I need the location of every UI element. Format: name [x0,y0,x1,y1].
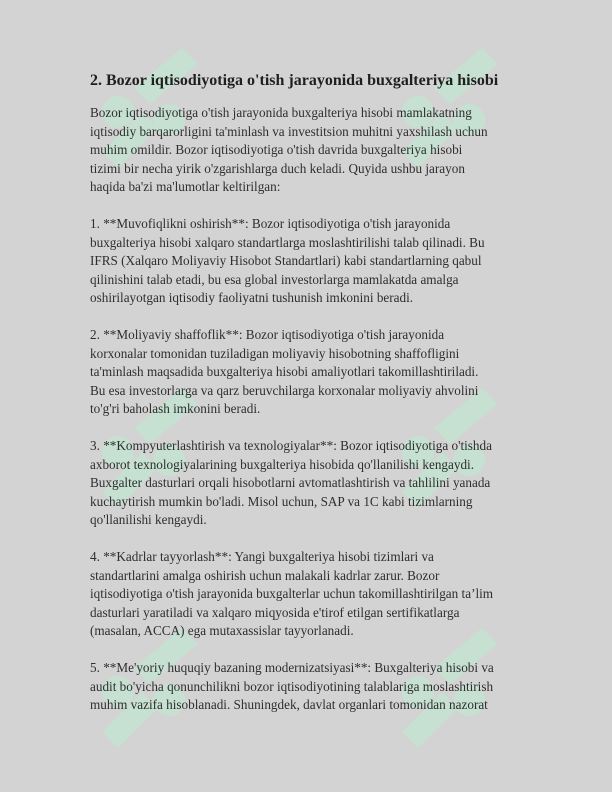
section-heading: 2. Bozor iqtisodiyotiga o'tish jarayonida buxgalteriya hisobi [90,72,499,89]
list-item-paragraph: 4. **Kadrlar tayyorlash**: Yangi buxgalteriya hisobi tizimlari va standartlarini amalga oshirish uchun malakali kadrlar zarur. Bozor iqtisodiyotiga o'tish jarayonida buxgalterlar uchun takomillashtirilgan ta’lim dasturlari yaratiladi va xalqaro miqyosida e'tirof etilgan sertifikatlarga (masalan, ACCA) ega mutaxassislar tayyorlanadi. [90,549,494,638]
list-item-paragraph: 5. **Me'yoriy huquqiy bazaning modernizatsiyasi**: Buxgalteriya hisobi va audit bo'yicha qonunchilikni bozor iqtisodiyotining talablariga moslashtirish muhim vazifa hisoblanadi. Shuningdek, davlat organlari tomonidan nazorat [90,660,494,712]
document-body [90,70,522,733]
intro-paragraph: Bozor iqtisodiyotiga o'tish jarayonida buxgalteriya hisobi mamlakatning iqtisodiy barqarorligini ta'minlash va investitsion muhitni yaxshilash uchun muhim omildir. Bozor iqtisodiyotiga o'tish davrida buxgalteriya hisobi tizimi bir necha yirik o'zgarishlarga duch keladi. Quyida ushbu jarayon haqida ba'zi ma'lumotlar keltirilgan: [90,105,488,194]
list-item-paragraph: 3. **Kompyuterlashtirish va texnologiyalar**: Bozor iqtisodiyotiga o'tishda axborot texnologiyalarining buxgalteriya hisobida qo'llanilishi kengaydi. Buxgalter dasturlari orqali hisobotlarni avtomatlashtirish va tahlilini yanada kuchaytirish mumkin bo'ladi. Misol uchun, SAP va 1C kabi tizimlarning qo'llanilishi kengaydi. [90,438,492,527]
list-item-paragraph: 1. **Muvofiqlikni oshirish**: Bozor iqtisodiyotiga o'tish jarayonida buxgalteriya hisobi xalqaro standartlarga moslashtirilishi talab qilinadi. Bu IFRS (Xalqaro Moliyaviy Hisobot Standartlari) kabi standartlarning qabul qilinishini talab etadi, bu esa global investorlarga mamlakatda amalga oshirilayotgan iqtisodiy faoliyatni tushunish imkonini beradi. [90,216,485,305]
list-item-paragraph: 2. **Moliyaviy shaffoflik**: Bozor iqtisodiyotiga o'tish jarayonida korxonalar tomonidan tuziladigan moliyaviy hisobotning shaffofligini ta'minlash maqsadida buxgalteriya hisobi amaliyotlari takomillashtiriladi. Bu esa investorlarga va qarz beruvchilarga korxonalar moliyaviy ahvolini to'g'ri baholash imkonini beradi. [90,327,479,416]
